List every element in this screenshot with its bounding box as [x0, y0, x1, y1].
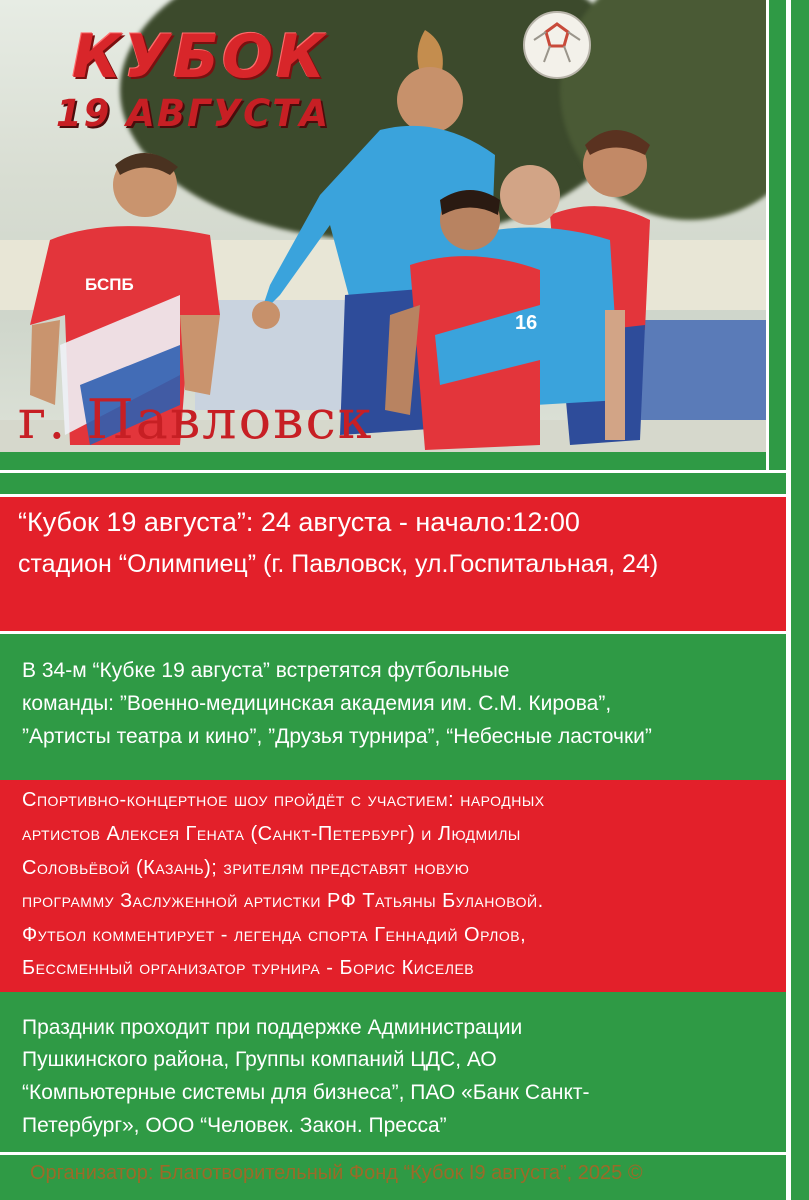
show-line-1: Спортивно-концертное шоу пройдёт с участием: народных: [22, 789, 545, 811]
support-line-3: “Компьютерные системы для бизнеса”, ПАО «Банк Санкт-: [22, 1081, 590, 1104]
right-stripe-inner: [766, 0, 769, 470]
show-line-2: артистов Алексея Гената (Санкт-Петербург) и Людмилы: [22, 823, 521, 845]
cup-title: КУБОК: [71, 22, 329, 92]
support-line-4: Петербург», ООО “Человек. Закон. Пресса”: [22, 1114, 447, 1137]
separator-1: [0, 470, 786, 473]
headline-venue: стадион “Олимпиец” (г. Павловск, ул.Госпитальная, 24): [18, 550, 659, 578]
teams-line-2: команды: ”Военно-медицинская академия им. С.М. Кирова”,: [22, 692, 612, 715]
right-stripe-outer: [786, 0, 791, 1200]
hero-photo: [0, 0, 766, 452]
headline-date-time: “Кубок 19 августа”: 24 августа - начало:12:00: [18, 507, 580, 537]
teams-line-1: В 34-м “Кубке 19 августа” встретятся футбольные: [22, 659, 510, 682]
cup-date-title: 19 АВГУСТА: [55, 92, 331, 135]
jersey-sponsor: БСПБ: [85, 275, 134, 294]
support-line-1: Праздник проходит при поддержке Администрации: [22, 1016, 523, 1039]
footer-organizer: Организатор: Благотворительный Фонд “Кубок I9 августа”, 2025 ©: [30, 1162, 643, 1184]
jersey-number: 16: [515, 312, 538, 334]
city-label: г. Павловск: [18, 388, 374, 451]
support-line-2: Пушкинского района, Группы компаний ЦДС, АО: [22, 1048, 497, 1071]
show-line-3: Соловьёвой (Казань); зрителям представят новую: [22, 857, 470, 879]
show-line-5: Футбол комментирует - легенда спорта Геннадий Орлов,: [22, 924, 527, 946]
show-line-6: Бессменный организатор турнира - Борис Киселев: [22, 957, 475, 979]
show-line-4: программу Заслуженной артистки РФ Татьяны Булановой.: [22, 890, 544, 912]
soccer-ball-icon: [522, 10, 592, 80]
teams-line-3: ”Артисты театра и кино”, ”Друзья турнира”, “Небесные ласточки”: [22, 725, 652, 748]
